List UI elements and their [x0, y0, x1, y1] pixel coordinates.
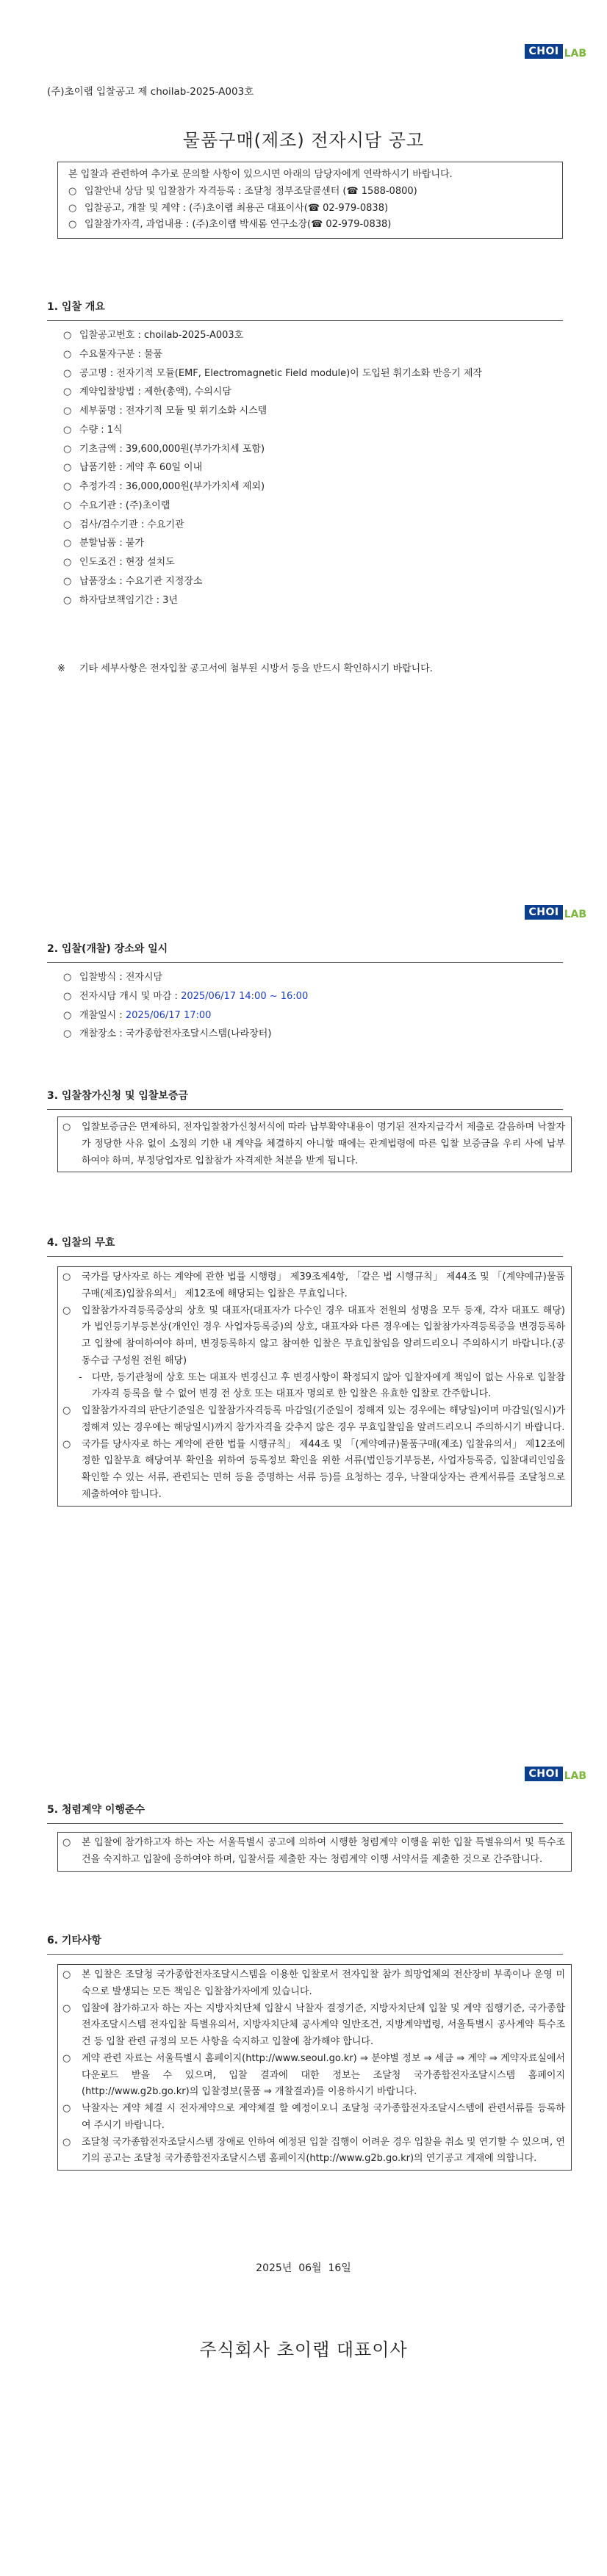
schedule-list [63, 970, 563, 1045]
logo-suffix: LAB [564, 909, 586, 921]
logo-mark: CHOI [525, 905, 562, 920]
inquiry-item: ○ 입찰공고, 개찰 및 계약 : (주)초이랩 최용곤 대표이사(☎ 02-979-0838) [68, 201, 552, 217]
circle-bullet-icon: ○ [63, 990, 72, 1002]
circle-bullet-icon: ○ [63, 594, 72, 606]
inquiry-lead: 본 입찰과 관련하여 추가로 문의할 사항이 있으시면 아래의 담당자에게 연락하시기 바랍니다. [68, 169, 453, 180]
circle-bullet-icon: ○ [62, 1405, 71, 1416]
list-item: ○ 개찰장소 : 국가종합전자조달시스템(나라장터) [63, 1026, 563, 1043]
circle-bullet-icon: ○ [63, 499, 72, 511]
circle-bullet-icon: ○ [62, 1122, 71, 1133]
notice-number: (주)초이랩 입찰공고 제 choilab-2025-A003호 [47, 86, 254, 98]
section-title: 3. 입찰참가신청 및 입찰보증금 [47, 1087, 561, 1105]
circle-bullet-icon: ○ [63, 538, 72, 549]
circle-bullet-icon: ○ [62, 2103, 71, 2114]
circle-bullet-icon: ○ [63, 519, 72, 530]
integrity-box: ○ 본 입찰에 참가하고자 하는 자는 서울특별시 공고에 의하여 시행한 청렴계약 이행을 위한 입찰 특별유의서 및 특수조건을 숙지하고 입찰에 응하여야 하며, 입찰서를 제출한 자는 청렴계약 이행 서약서를 제출한 것으로 간주합니다. [57, 1832, 572, 1872]
circle-bullet-icon: ○ [63, 443, 72, 455]
circle-bullet-icon: ○ [62, 1271, 71, 1282]
circle-bullet-icon: ○ [63, 972, 72, 983]
list-item: ○ 공고명 : 전자기적 모듈(EMF, Electromagnetic Field module)이 도입된 휘기소화 반응기 제작 [63, 366, 563, 383]
circle-bullet-icon: ○ [63, 1009, 72, 1021]
misc-box: ○ 본 입찰은 조달청 국가종합전자조달시스템을 이용한 입찰로서 전자입찰 참가 희망업체의 전산장비 부족이나 운영 미숙으로 발생되는 모든 책임은 입찰참가자에게 있습니다. ○ 입찰에 참가하고자 하는 자는 지방자치단체 입찰시 낙찰자 결정기준, 지방자치단체 입찰 및 계약 집행기준, 국가종합 전자조달시스템 전자입찰 특별유의서, 지방자치단체 공사계약 일반조건, 지방계약법령, 서울특별시 공사계약 특수조건 등 입찰 관련 규정의 모든 사항을 숙지하고 입찰에 참가해야 합니다. ○ 계약 관련 자료는 서울특별시 홈페이지(http://www.seoul.go.kr) ⇒ 분야별 정보 ⇒ 세금 ⇒ 계약 ⇒ 계약자료실에서 다운로드 받을 수 있으며, 입찰 결과에 대한 정보는 조달청 국가종합전자조달시스템 홈페이지(http://www.g2b.go.kr)의 입찰정보(물품 ⇒ 개찰결과)를 이용하시기 바랍니다. ○ 낙찰자는 계약 체결 시 전자계약으로 계약체결 할 예정이오니 조달청 국가종합전자조달시스템에 관련서류를 등록하여 주시기 바랍니다. ○ 조달청 국가종합전자조달시스템 장애로 인하여 예정된 입찰 집행이 어려운 경우 입찰을 취소 및 연기할 수 있으며, 연기의 공고는 조달청 국가종합전자조달시스템 홈페이지(http://www.g2b.go.kr)의 연기공고 게재에 의합니다. [57, 1964, 572, 2171]
circle-bullet-icon: ○ [62, 2136, 71, 2148]
circle-bullet-icon: ○ [62, 1837, 71, 1848]
reference-note: ※ 기타 세부사항은 전자입찰 공고서에 첨부된 시방서 등을 반드시 확인하시기 바랍니다. [57, 661, 563, 678]
circle-bullet-icon: ○ [62, 2002, 71, 2014]
circle-bullet-icon: ○ [62, 2052, 71, 2064]
document-title: 물품구매(제조) 전자시담 공고 [182, 130, 425, 151]
section-title: 5. 청렴계약 이행준수 [47, 1801, 561, 1819]
list-item: ○ 수요물자구분 : 물품 [63, 347, 563, 364]
bid-period: 2025/06/17 14:00 ~ 16:00 [181, 990, 309, 1002]
circle-bullet-icon: ○ [68, 185, 77, 197]
list-item: ○ 추정가격 : 36,000,000원(부가가치세 제외) [63, 479, 563, 496]
circle-bullet-icon: ○ [68, 219, 77, 231]
circle-bullet-icon: ○ [62, 1305, 71, 1316]
logo [525, 905, 586, 920]
circle-bullet-icon: ○ [62, 1969, 71, 1980]
section-title: 2. 입찰(개찰) 장소와 일시 [47, 940, 561, 959]
circle-bullet-icon: ○ [63, 348, 72, 360]
circle-bullet-icon: ○ [62, 1438, 71, 1450]
circle-bullet-icon: ○ [63, 330, 72, 341]
list-item: ○ 기초금액 : 39,600,000원(부가가치세 포함) [63, 441, 563, 458]
list-item: ○ 입찰방식 : 전자시담 [63, 970, 563, 986]
deposit-box: ○ 입찰보증금은 면제하되, 전자입찰참가신청서식에 따라 납부확약내용이 명기된 전자지급각서 제출로 갈음하며 낙찰자가 정당한 사유 없이 소정의 기한 내 계약을 체결하지 아니할 때에는 관계법령에 따른 입찰 보증금을 우리 사에 납부하여야 하며, 부정당업자로 입찰참가 자격제한 처분을 받게 됩니다. [57, 1116, 572, 1172]
logo-suffix: LAB [564, 48, 586, 60]
circle-bullet-icon: ○ [63, 386, 72, 398]
list-item: ○ 하자담보책임기간 : 3년 [63, 593, 563, 610]
section-title: 4. 입찰의 무효 [47, 1234, 561, 1252]
inquiry-item: ○ 입찰안내 상담 및 입찰참가 자격등록 : 조달청 정부조달콜센터 (☎ 1588-0800) [68, 184, 552, 201]
circle-bullet-icon: ○ [63, 462, 72, 474]
circle-bullet-icon: ○ [63, 424, 72, 436]
list-item: ○ 입찰공고번호 : choilab-2025-A003호 [63, 328, 563, 344]
list-item: ○ 인도조건 : 현장 설치도 [63, 555, 563, 571]
circle-bullet-icon: ○ [63, 481, 72, 492]
list-item: ○ 납품기한 : 계약 후 60일 이내 [63, 460, 563, 477]
inquiry-box [57, 162, 563, 239]
circle-bullet-icon: ○ [63, 367, 72, 379]
dash-bullet-icon: - [79, 1371, 82, 1383]
inquiry-item: ○ 입찰참가자격, 과업내용 : (주)초이랩 박새롬 연구소장(☎ 02-979-0838) [68, 217, 552, 234]
list-item: ○ 검사/검수기관 : 수요기관 [63, 517, 563, 534]
section-title: 6. 기타사항 [47, 1932, 561, 1950]
list-item: ○ 전자시담 개시 및 마감 : 2025/06/17 14:00 ~ 16:00 [63, 989, 563, 1006]
invalid-bid-box: ○ 국가를 당사자로 하는 계약에 관한 법률 시행령」 제39조제4항, 「같은 법 시행규칙」 제44조 및 「(계약예규)물품구매(제조)입찰유의서」 제12조에 해당되는 입찰은 무효입니다. ○ 입찰참가자격등록증상의 상호 및 대표자(대표자가 다수인 경우 대표자 전원의 성명을 모두 등재, 각자 대표도 해당)가 법인등기부등본상(개인인 경우 사업자등록증)의 상호, 대표자와 다른 경우에는 입찰참가자격등록증을 변경등록하고 입찰에 참여하여야 하며, 변경등록하지 않고 참여한 입찰은 무효입찰임을 알려드리오니 주의하시기 바랍니다.(공동수급 구성원 전원 해당) - 다만, 등기관청에 상호 또는 대표자 변경신고 후 변경사항이 확정되지 않아 입찰자에게 책임이 없는 사유로 입찰참가자격 등록을 할 수 없어 변경 전 상호 또는 대표자 명의로 한 입찰은 유효한 입찰로 간주합니다. ○ 입찰참가자격의 판단기준일은 입찰참가자격등록 마감일(기준일이 정해져 있는 경우에는 해당일)이며 마감일(일시)가 정해져 있는 경우에는 해당일시)까지 참가자격을 갖추지 않은 경우 무효입찰임을 알려드리오니 주의하시기 바랍니다. ○ 국가를 당사자로 하는 계약에 관한 법률 시행규칙」 제44조 및 「(계약예규)물품구매(제조) 입찰유의서」 제12조에 정한 입찰무효 해당여부 확인을 위하여 등록정보 확인을 위한 서류(법인등기부등본, 사업자등록증, 입찰대리인임을 확인할 수 있는 서류, 관련되는 면허 등을 증명하는 서류 등)를 요청하는 경우, 낙찰대상자는 관계서류를 조달청으로 제출하여야 합니다. [57, 1266, 572, 1507]
list-item: ○ 분할납품 : 불가 [63, 535, 563, 552]
issue-date: 2025년 06월 16일 [256, 2262, 351, 2274]
circle-bullet-icon: ○ [63, 1028, 72, 1040]
logo [525, 44, 586, 59]
logo-suffix: LAB [564, 1770, 586, 1783]
circle-bullet-icon: ○ [63, 405, 72, 416]
logo-mark: CHOI [525, 44, 562, 59]
section-title: 1. 입찰 개요 [47, 298, 561, 317]
list-item: ○ 수요기관 : (주)초이랩 [63, 498, 563, 515]
list-item: ○ 계약입찰방법 : 제한(총액), 수의시담 [63, 384, 563, 401]
overview-list [63, 328, 563, 611]
list-item: ○ 개찰일시 : 2025/06/17 17:00 [63, 1008, 563, 1025]
reference-mark-icon: ※ [57, 663, 65, 674]
list-item: ○ 세부품명 : 전자기적 모듈 및 휘기소화 시스템 [63, 403, 563, 420]
circle-bullet-icon: ○ [68, 202, 77, 214]
list-item: ○ 수량 : 1식 [63, 422, 563, 439]
circle-bullet-icon: ○ [63, 575, 72, 587]
opening-time: 2025/06/17 17:00 [125, 1009, 212, 1021]
circle-bullet-icon: ○ [63, 557, 72, 568]
list-item: ○ 납품장소 : 수요기관 지정장소 [63, 574, 563, 591]
logo-mark: CHOI [525, 1767, 562, 1781]
issuer-name: 주식회사 초이랩 대표이사 [199, 2339, 408, 2360]
logo [525, 1767, 586, 1781]
